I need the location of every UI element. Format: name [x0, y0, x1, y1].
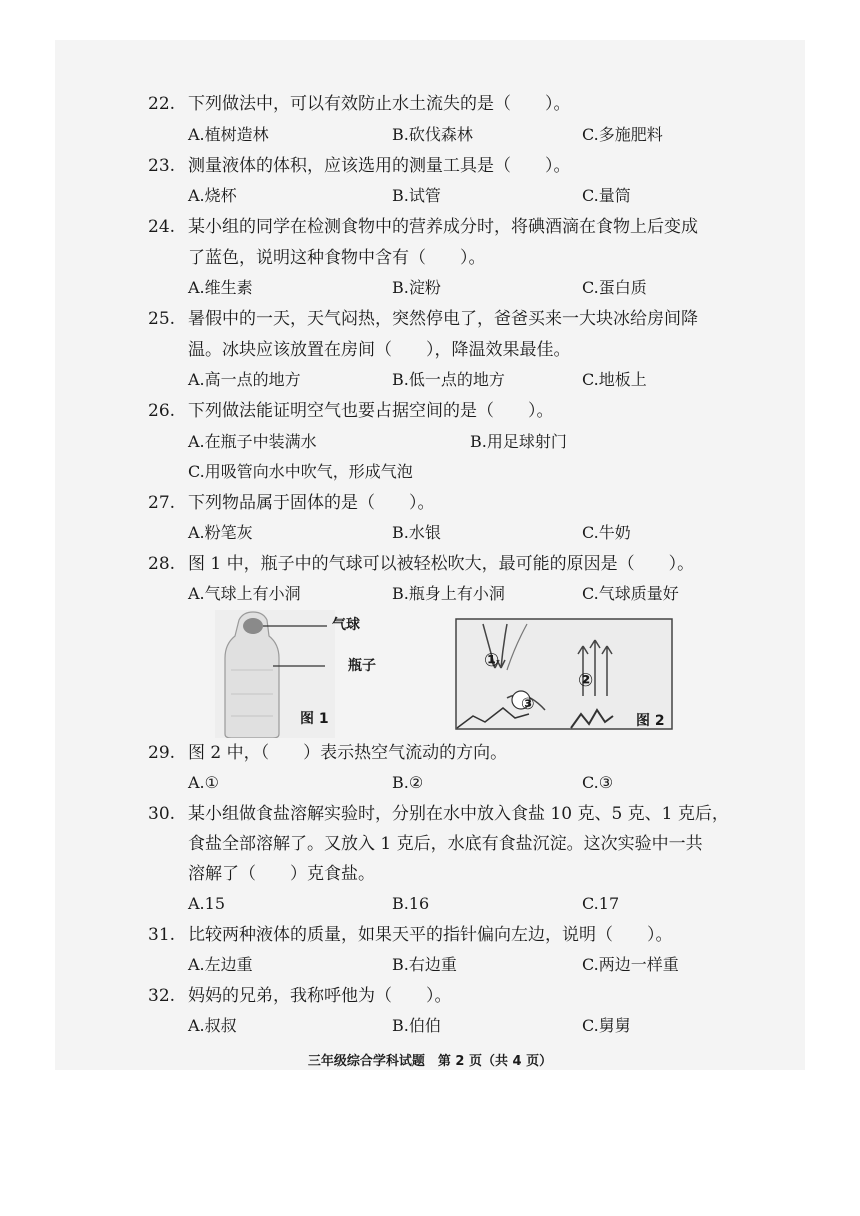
option-30-a[interactable]: A.15	[188, 894, 225, 913]
option-25-a[interactable]: A.高一点的地方	[188, 370, 301, 389]
question-24: 24. 某小组的同学在检测食物中的营养成分时，将碘酒滴在食物上后变成	[148, 217, 698, 237]
option-22-a[interactable]: A.植树造林	[188, 125, 269, 144]
figure-1-bottle-label: 瓶子	[348, 658, 376, 674]
option-32-b[interactable]: B.伯伯	[392, 1016, 441, 1035]
figure-2-mark-1: ①	[484, 650, 500, 671]
question-31: 31. 比较两种液体的质量，如果天平的指针偏向左边，说明（ ）。	[148, 925, 673, 945]
option-31-a[interactable]: A.左边重	[188, 955, 253, 974]
figure-2-mark-3: ③	[521, 694, 535, 713]
question-27: 27. 下列物品属于固体的是（ ）。	[148, 493, 435, 513]
option-23-b[interactable]: B.试管	[392, 186, 441, 205]
figure-2-caption: 图 2	[636, 713, 665, 729]
option-28-b[interactable]: B.瓶身上有小洞	[392, 584, 505, 603]
option-28-c[interactable]: C.气球质量好	[582, 584, 679, 603]
option-29-a[interactable]: A.①	[188, 773, 219, 792]
option-32-a[interactable]: A.叔叔	[188, 1016, 237, 1035]
option-29-c[interactable]: C.③	[582, 773, 614, 792]
option-23-c[interactable]: C.量筒	[582, 186, 631, 205]
option-30-c[interactable]: C.17	[582, 894, 620, 913]
page-footer: 三年级综合学科试题 第 2 页（共 4 页）	[307, 1054, 553, 1069]
option-23-a[interactable]: A.烧杯	[188, 186, 237, 205]
figure-1-caption: 图 1	[300, 711, 329, 727]
figure-2-mark-2: ②	[578, 670, 594, 691]
option-28-a[interactable]: A.气球上有小洞	[188, 584, 301, 603]
figure-1-balloon-label: 气球	[332, 617, 360, 633]
option-24-b[interactable]: B.淀粉	[392, 278, 441, 297]
option-24-c[interactable]: C.蛋白质	[582, 278, 647, 297]
option-26-c[interactable]: C.用吸管向水中吹气，形成气泡	[188, 462, 413, 481]
question-29: 29. 图 2 中，（ ）表示热空气流动的方向。	[148, 743, 508, 763]
question-32: 32. 妈妈的兄弟，我称呼他为（ ）。	[148, 986, 452, 1006]
option-31-c[interactable]: C.两边一样重	[582, 955, 679, 974]
option-25-b[interactable]: B.低一点的地方	[392, 370, 505, 389]
question-25: 25. 暑假中的一天，天气闷热，突然停电了，爸爸买来一大块冰给房间降	[148, 309, 698, 329]
question-30-cont-2: 溶解了（ ）克食盐。	[188, 864, 375, 884]
option-22-c[interactable]: C.多施肥料	[582, 125, 663, 144]
option-27-b[interactable]: B.水银	[392, 523, 441, 542]
question-30: 30. 某小组做食盐溶解实验时，分别在水中放入食盐 10 克、5 克、1 克后，	[148, 804, 729, 824]
option-26-a[interactable]: A.在瓶子中装满水	[188, 432, 317, 451]
option-30-b[interactable]: B.16	[392, 894, 430, 913]
question-22: 22. 下列做法中，可以有效防止水土流失的是（ ）。	[148, 94, 571, 114]
question-30-cont-1: 食盐全部溶解了。又放入 1 克后，水底有食盐沉淀。这次实验中一共	[188, 834, 703, 854]
option-27-c[interactable]: C.牛奶	[582, 523, 631, 542]
option-24-a[interactable]: A.维生素	[188, 278, 253, 297]
option-26-b[interactable]: B.用足球射门	[470, 432, 567, 451]
option-25-c[interactable]: C.地板上	[582, 370, 647, 389]
option-29-b[interactable]: B.②	[392, 773, 424, 792]
option-22-b[interactable]: B.砍伐森林	[392, 125, 473, 144]
question-23: 23. 测量液体的体积，应该选用的测量工具是（ ）。	[148, 156, 571, 176]
question-25-cont: 温。冰块应该放置在房间（ ），降温效果最佳。	[188, 340, 571, 360]
question-24-cont: 了蓝色，说明这种食物中含有（ ）。	[188, 248, 486, 268]
option-32-c[interactable]: C.舅舅	[582, 1016, 631, 1035]
option-27-a[interactable]: A.粉笔灰	[188, 523, 253, 542]
question-28: 28. 图 1 中，瓶子中的气球可以被轻松吹大，最可能的原因是（ ）。	[148, 554, 695, 574]
question-26: 26. 下列做法能证明空气也要占据空间的是（ ）。	[148, 401, 554, 421]
option-31-b[interactable]: B.右边重	[392, 955, 457, 974]
